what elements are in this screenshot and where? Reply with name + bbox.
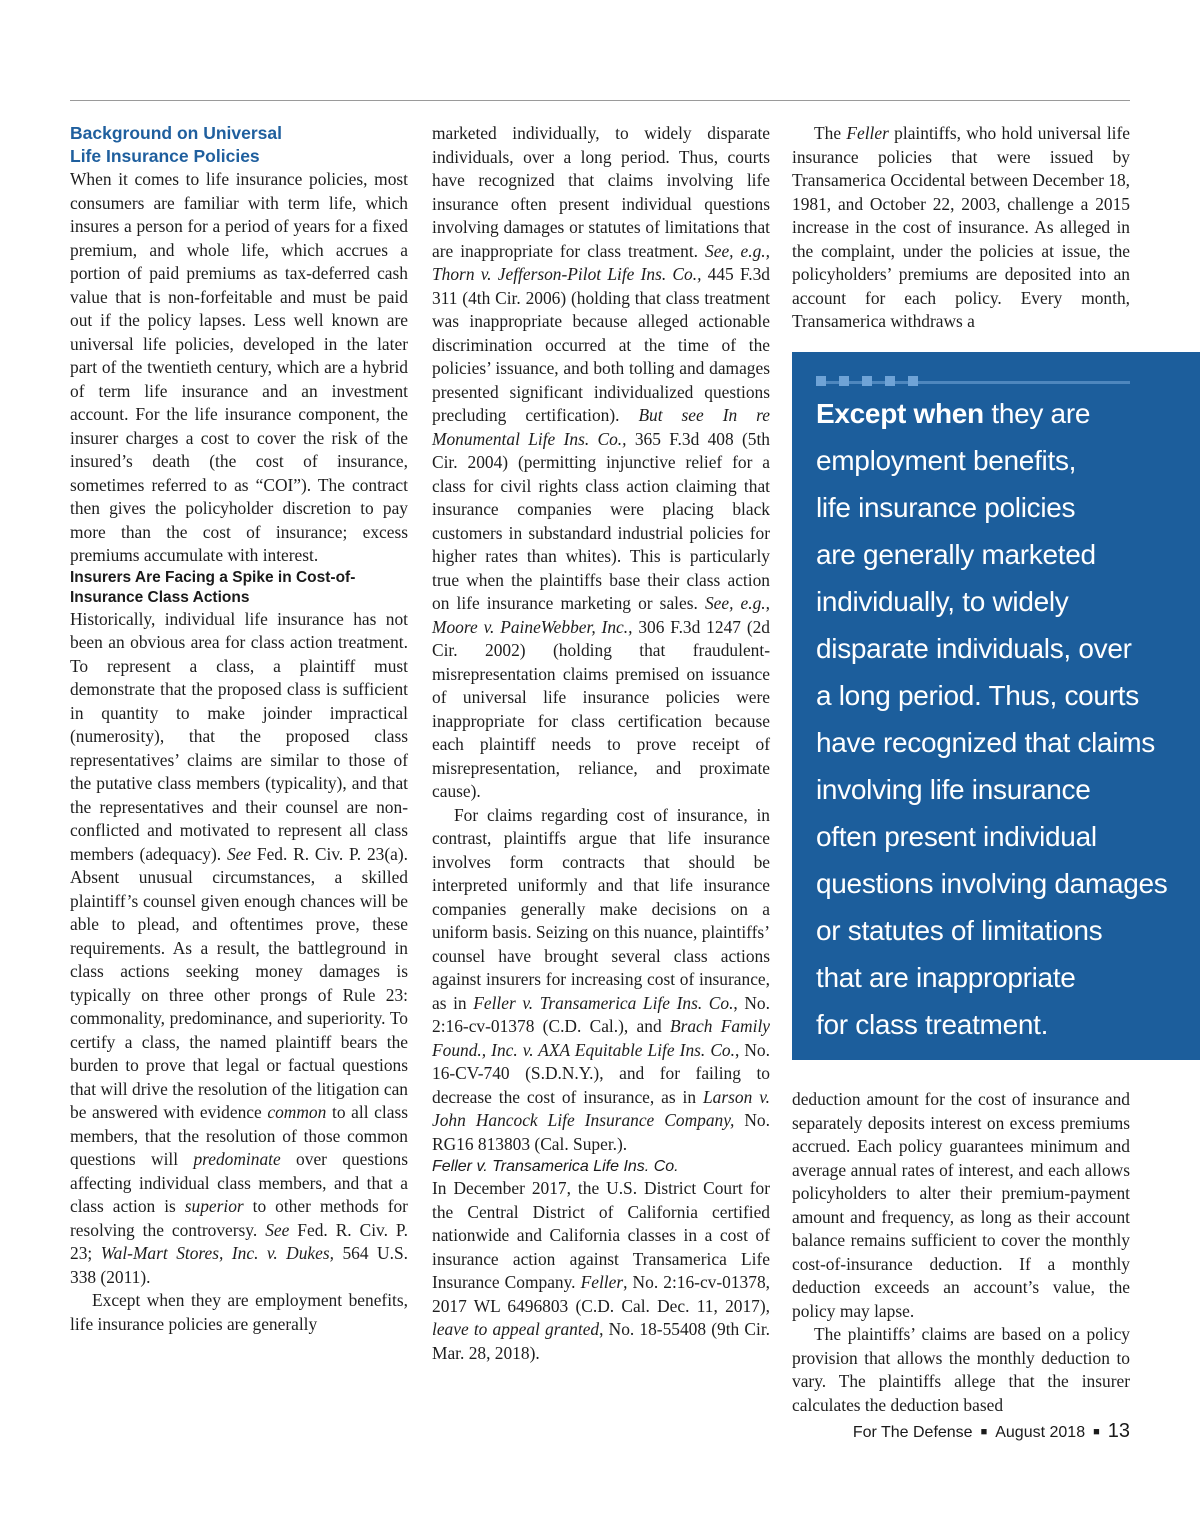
- paragraph: deduction amount for the cost of insurance and separately deposits interest on excess premiums accrued. Each policy guarantees minimum and average annual rates of interest, and each allows policyholders to alter their premium-payment amount and frequency, as long as their account balance remains sufficient to cover the monthly cost-of-insurance deduction. If a monthly deduction exceeds an account’s value, the policy may lapse.: [792, 1089, 1130, 1321]
- pull-quote-text: Except when they are employment benefits, life insurance policies are generally marketed individually, to widely disparate individuals, over a long period. Thus, courts have recognized that claims involving life insurance often present individual questions involving damages or statutes of limitations that are inappropriate for class treatment.: [816, 398, 1168, 1040]
- paragraph: For claims regarding cost of insurance, in contrast, plaintiffs argue that life insurance involves form contracts that should be interpreted uniformly and that life insurance companies generally make decisions on a uniform basis. Seizing on this nuance, plaintiffs’ counsel have brought several class actions against insurers for increasing cost of insurance, as in Feller v. Transamerica Life Ins. Co., No. 2:16-cv-01378 (C.D. Cal.), and Brach Family Found., Inc. v. AXA Equitable Life Ins. Co., No. 16-CV-740 (S.D.N.Y.), and for failing to decrease the cost of insurance, as in Larson v. John Hancock Life Insurance Company, No. RG16 813803 (Cal. Super.).: [432, 804, 771, 1154]
- paragraph: In December 2017, the U.S. District Court for the Central District of California certified nationwide and California classes in a cost of insurance action against Transamerica Life Insurance Company. Feller, No. 2:16-cv-01378, 2017 WL 6496803 (C.D. Cal. Dec. 11, 2017), leave to appeal granted, No. 18-55408 (9th Cir. Mar. 28, 2018).: [432, 1178, 770, 1363]
- paragraph: The plaintiffs’ claims are based on a policy provision that allows the monthly deduction to vary. The plaintiffs allege that the insurer calculates the deduction based: [792, 1324, 1130, 1415]
- paragraph: When it comes to life insurance policies, most consumers are familiar with term life, which insures a person for a period of years for a fixed premium, and whole life, which accrues a portion of paid premiums as tax-deferred cash value that is non-forfeitable and must be paid out if the policy lapses. Less well known are universal life policies, developed in the later part of the twentieth century, which are a hybrid of term life insurance and an investment account. For the life insurance component, the insurer charges a cost to cover the risk of the insured’s death (the cost of insurance, sometimes referred to as “COI”). The contract then gives the policyholder discretion to pay more than the cost of insurance; excess premiums accumulate with interest.: [70, 169, 408, 565]
- column-2: [432, 122, 770, 1365]
- paragraph: Except when they are employment benefits, life insurance policies are generally: [70, 1290, 408, 1334]
- column-3-top: [792, 122, 1130, 334]
- page-footer: [853, 1420, 1130, 1443]
- pull-quote: [792, 352, 1200, 1060]
- column-1: [70, 122, 408, 1336]
- issue-date: August 2018: [995, 1424, 1086, 1441]
- section-heading-spike: Insurers Are Facing a Spike in Cost-of-Insurance Class Actions: [70, 568, 356, 606]
- paragraph: Historically, individual life insurance has not been an obvious area for class action treatment. To represent a class, a plaintiff must demonstrate that the proposed class is sufficient in quantity to make joinder impractical (numerosity), that the proposed class representatives’ claims are similar to those of the putative class members (typicality), and that the representatives and their counsel are non-conflicted and motivated to represent all class members (adequacy). See Fed. R. Civ. P. 23(a). Absent unusual circumstances, a skilled plaintiff’s counsel given enough chances will be able to plead, and oftentimes prove, these requirements. As a result, the battleground in class actions seeking money damages is typically on three other prongs of Rule 23: commonality, predominance, and superiority. To certify a class, the named plaintiff bears the burden to prove that legal or factual questions that will drive the resolution of the litigation can be answered with evidence common to all class members, that the resolution of those common questions will predominate over questions affecting individual class members, and that a class action is superior to other methods for resolving the controversy. See Fed. R. Civ. P. 23; Wal-Mart Stores, Inc. v. Dukes, 564 U.S. 338 (2011).: [70, 608, 408, 1287]
- bullet-icon: ■: [1093, 1426, 1100, 1438]
- top-rule: [70, 100, 1130, 101]
- publication-name: For The Defense: [852, 1424, 973, 1441]
- column-3-bottom: [792, 1088, 1130, 1417]
- section-heading-background: Background on Universal Life Insurance Policies: [70, 123, 282, 166]
- pull-quote-decoration: [816, 376, 1130, 388]
- section-heading-feller: Feller v. Transamerica Life Ins. Co.: [432, 1158, 679, 1175]
- page-number: 13: [1107, 1420, 1130, 1442]
- paragraph: The Feller plaintiffs, who hold universal life insurance policies that were issued by Transamerica Occidental between December 18, 1981, and October 22, 2003, challenge a 2015 increase in the cost of insurance. As alleged in the complaint, under the policies at issue, the policyholders’ premiums are deposited into an account for each policy. Every month, Transamerica withdraws a: [792, 123, 1130, 331]
- paragraph: marketed individually, to widely disparate individuals, over a long period. Thus, courts have recognized that claims involving life insurance often present individual questions involving damages or statutes of limitations that are inappropriate for class treatment. See, e.g., Thorn v. Jefferson-Pilot Life Ins. Co., 445 F.3d 311 (4th Cir. 2006) (holding that class treatment was inappropriate because alleged actionable discrimination occurred at the time of the policies’ issuance, and both tolling and damages presented significant individualized questions precluding certification). But see In re Monumental Life Ins. Co., 365 F.3d 408 (5th Cir. 2004) (permitting injunctive relief for a class for civil rights class action claiming that insurance companies were placing black customers in substandard industrial policies for higher rates than whites). This is particularly true when the plaintiffs base their class action on life insurance marketing or sales. See, e.g., Moore v. PaineWebber, Inc., 306 F.3d 1247 (2d Cir. 2002) (holding that fraudulent-misrepresentation claims premised on issuance of universal life insurance policies were inappropriate for class certification because each plaintiff needs to prove receipt of misrepresentation, reliance, and proximate cause).: [432, 123, 771, 801]
- bullet-icon: ■: [980, 1426, 988, 1438]
